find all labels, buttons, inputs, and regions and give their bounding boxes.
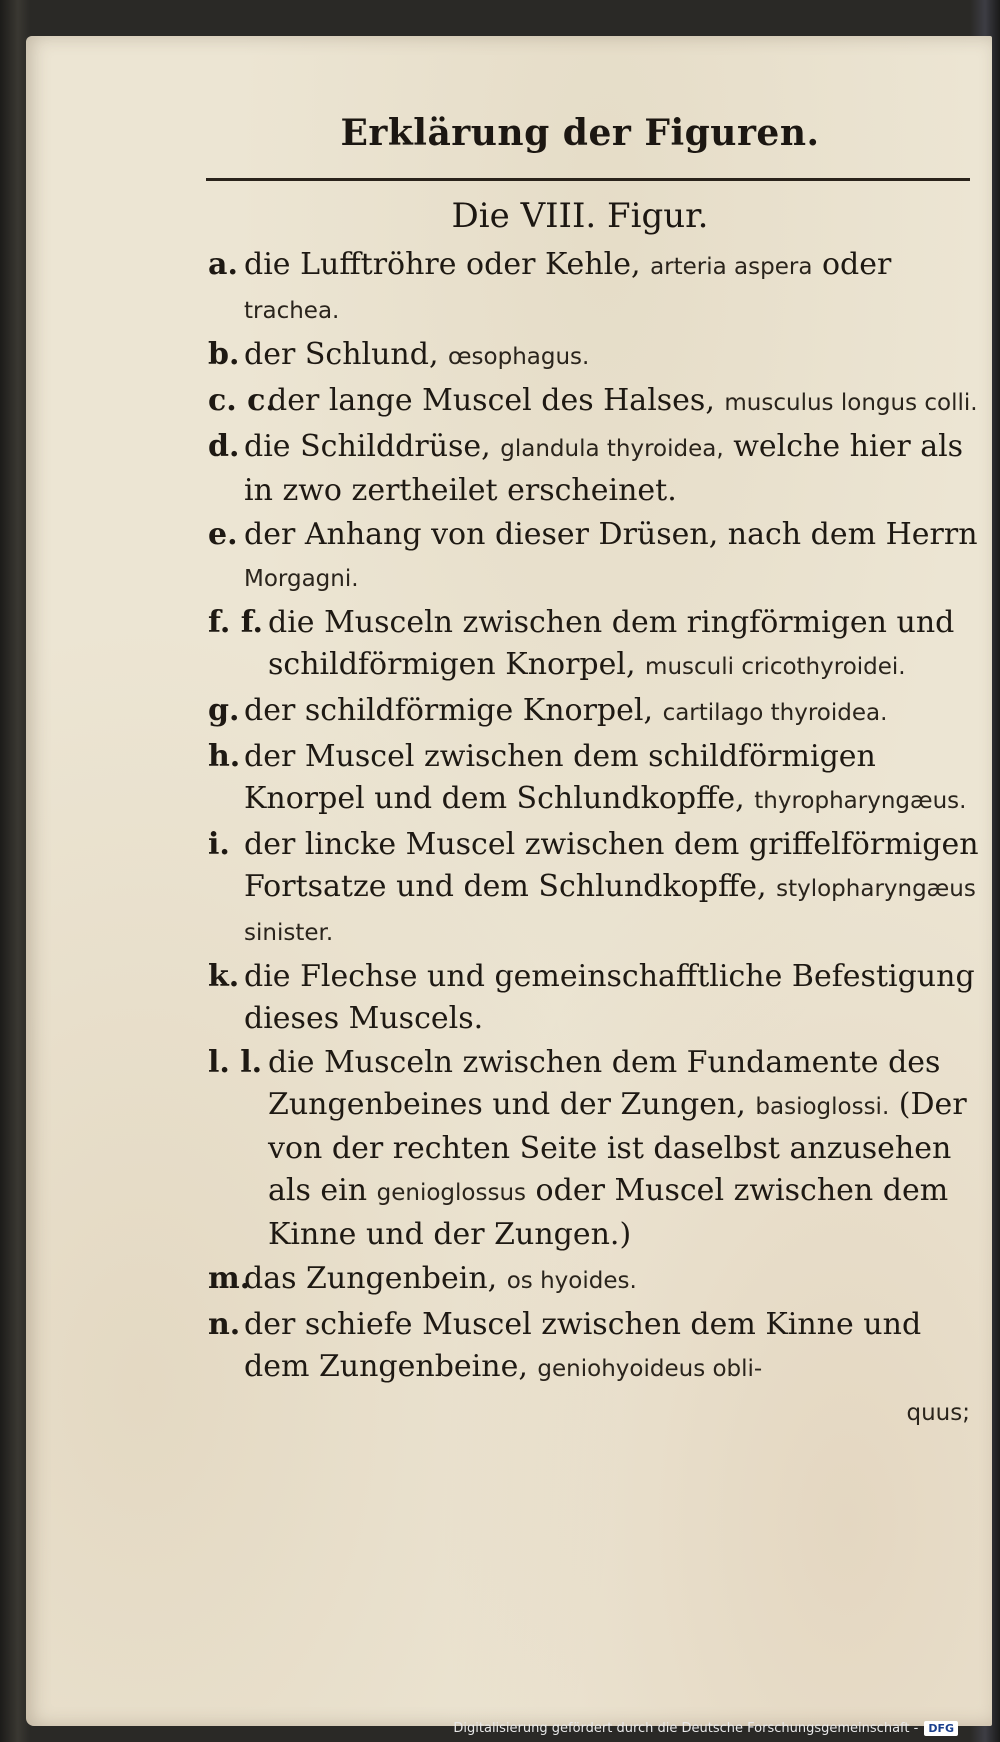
entry-letter: a.	[208, 247, 238, 282]
entry-text: die Schilddrüse,	[244, 429, 501, 464]
entry-letter: c. c.	[208, 383, 276, 418]
entry-letter: g.	[208, 693, 240, 728]
entry-text-2: oder	[812, 247, 892, 282]
entry-letter: l. l.	[208, 1045, 263, 1080]
entry-letter: m.	[208, 1261, 251, 1296]
entry-text: der Muscel zwischen dem schildförmigen Knorpel und dem Schlundkopffe,	[244, 739, 876, 816]
entry-letter: b.	[208, 337, 240, 372]
entry-k	[208, 956, 980, 1040]
entry-list	[208, 244, 980, 1434]
entry-i	[208, 824, 980, 954]
entry-latin: Morgagni.	[244, 566, 359, 592]
entry-letter: n.	[208, 1307, 241, 1342]
entry-l	[208, 1042, 980, 1256]
dfg-logo-icon: DFG	[924, 1721, 958, 1736]
entry-g	[208, 690, 980, 734]
entry-latin: cartilago thyroidea.	[662, 700, 888, 726]
digitization-footer	[453, 1721, 958, 1736]
entry-text: die Musceln zwischen dem Fundamente des Zungenbeines und der Zungen,	[268, 1045, 941, 1122]
entry-text: der Schlund,	[244, 337, 449, 372]
entry-m	[208, 1258, 980, 1302]
entry-a	[208, 244, 980, 332]
entry-c	[208, 380, 980, 424]
section-title: Die VIII. Figur.	[451, 196, 709, 236]
entry-latin: musculus longus colli.	[724, 390, 978, 416]
entry-f	[208, 602, 980, 688]
entry-h	[208, 736, 980, 822]
entry-text: die Lufftröhre oder Kehle,	[244, 247, 651, 282]
entry-text: der lincke Muscel zwischen dem griffelförmigen Fortsatze und dem Schlundkopffe,	[244, 827, 979, 904]
entry-text: der schildförmige Knorpel,	[244, 693, 663, 728]
footer-text: Digitalisierung gefördert durch die Deutsche Forschungsgemeinschaft -	[453, 1721, 919, 1736]
entry-d	[208, 426, 980, 512]
entry-text: das Zungenbein,	[244, 1261, 507, 1296]
catchword: quus;	[906, 1400, 970, 1426]
entry-latin: thyropharyngæus.	[754, 788, 967, 814]
entry-latin-2: trachea.	[244, 298, 340, 324]
entry-letter: d.	[208, 429, 240, 464]
entry-latin: arteria aspera	[650, 254, 813, 280]
entry-text-2: welche hier als in zwo zertheilet erscheinet.	[244, 429, 964, 508]
entry-latin: œsophagus.	[448, 344, 590, 370]
entry-latin-2: genioglossus	[376, 1180, 527, 1206]
entry-latin: glandula thyroidea,	[500, 436, 724, 462]
entry-text: der Anhang von dieser Drüsen, nach dem Herrn	[244, 517, 978, 552]
header-rule	[206, 178, 970, 181]
entry-letter: k.	[208, 959, 240, 994]
page-header: Erklärung der Figuren.	[340, 112, 820, 154]
entry-text-3: oder Muscel zwischen dem Kinne und der Zungen.)	[268, 1173, 949, 1252]
entry-text-2: (Der von der rechten Seite ist daselbst anzusehen als ein	[268, 1087, 967, 1208]
entry-latin: stylopharyngæus sinister.	[244, 876, 976, 946]
entry-b	[208, 334, 980, 378]
entry-text: die Flechse und gemeinschafftliche Befestigung dieses Muscels.	[244, 959, 975, 1036]
entry-latin: musculi cricothyroidei.	[645, 654, 906, 680]
entry-n	[208, 1304, 980, 1390]
entry-latin: os hyoides.	[506, 1268, 637, 1294]
entry-text: der schiefe Muscel zwischen dem Kinne und dem Zungenbeine,	[244, 1307, 922, 1384]
entry-e	[208, 514, 980, 600]
entry-latin: geniohyoideus obli-	[537, 1356, 763, 1382]
entry-letter: i.	[208, 827, 230, 862]
entry-letter: f. f.	[208, 605, 264, 640]
entry-text: der lange Muscel des Halses,	[268, 383, 725, 418]
entry-letter: e.	[208, 517, 238, 552]
entry-text: die Musceln zwischen dem ringförmigen und schildförmigen Knorpel,	[268, 605, 955, 682]
entry-letter: h.	[208, 739, 241, 774]
entry-latin: basioglossi.	[755, 1094, 890, 1120]
